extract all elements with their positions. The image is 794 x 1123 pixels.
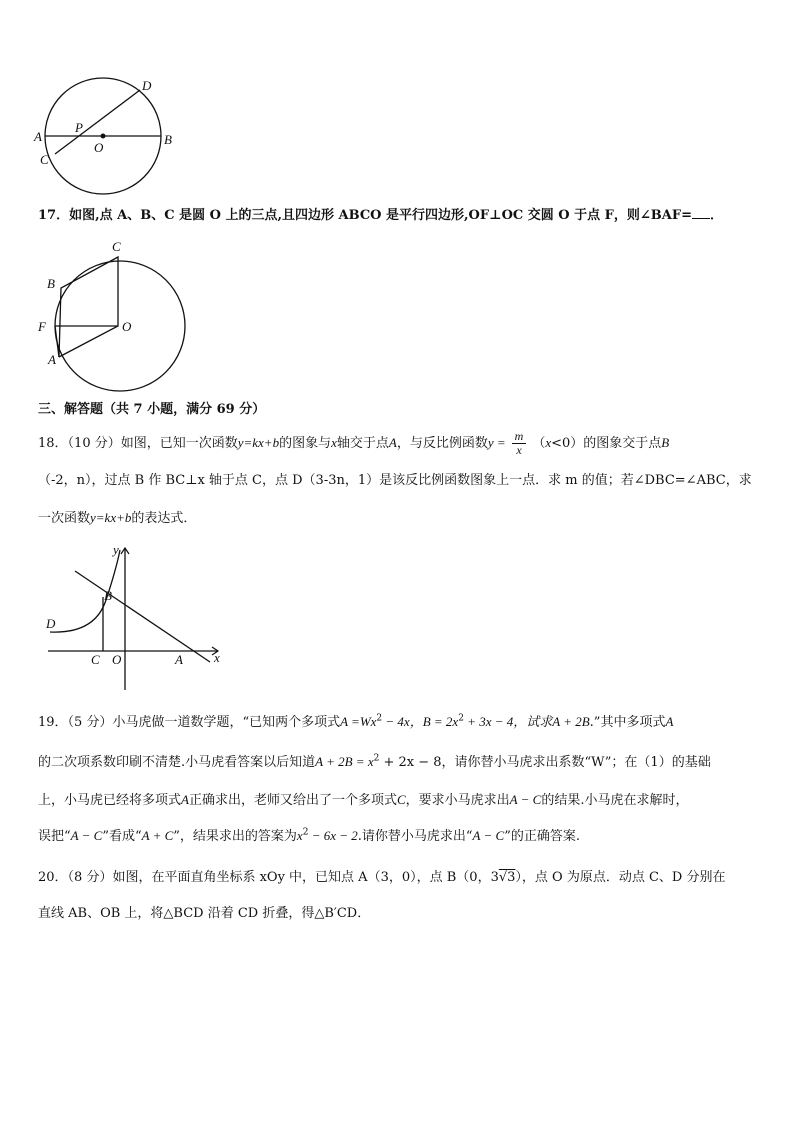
q18-text: 18．（10 分）如图，已知一次函数 xyxy=(38,436,238,451)
label-o: O xyxy=(112,652,122,667)
q19-text: .”其中多项式 xyxy=(589,715,666,730)
q19-text: 的结果.小马虎在求解时， xyxy=(541,793,689,808)
q19-math: C xyxy=(396,792,406,807)
q18-var: x xyxy=(545,435,552,450)
q19-math: A =Wx xyxy=(340,714,377,729)
q18-text: <0）的图象交于点 xyxy=(551,436,662,451)
q19-text: ”，结果求出的答案为 xyxy=(173,829,297,844)
sqrt-3: √3 xyxy=(498,870,516,885)
label-d: D xyxy=(46,616,56,631)
q19-exponent: 2 xyxy=(376,713,383,724)
q17-answer-blank xyxy=(692,206,710,219)
center-point xyxy=(101,134,106,139)
q18-text: ，与反比例函数 xyxy=(396,436,488,451)
q19-text: 的二次项系数印刷不清楚.小马虎看答案以后知道 xyxy=(38,755,316,770)
q19-text: 误把“ xyxy=(38,829,71,844)
label-a: A xyxy=(34,129,42,144)
fraction-numerator: m xyxy=(512,430,527,444)
q19-text: ”看成“ xyxy=(102,829,142,844)
q19-math: − 4x， xyxy=(382,714,423,729)
parallelogram-abco xyxy=(59,257,118,357)
question-19-line-2 xyxy=(38,753,711,772)
q19-text: 正确求出，老师又给出了一个多项式 xyxy=(188,793,397,808)
q19-exponent: 2 xyxy=(373,753,380,764)
label-o: O xyxy=(94,140,104,155)
q19-math: A + 2B xyxy=(552,714,590,729)
q18-text: 的表达式． xyxy=(131,511,197,526)
figure-16-circle xyxy=(30,72,180,202)
q19-math: A xyxy=(665,714,674,729)
q19-math: + 3x − 4，试求 xyxy=(463,714,553,729)
q19-math: B = 2x xyxy=(422,714,459,729)
q19-text: 19．（5 分）小马虎做一道数学题，“已知两个多项式 xyxy=(38,715,341,730)
question-20-line-2: 直线 AB、OB 上，将△BCD 沿着 CD 折叠，得△B′CD． xyxy=(38,906,371,921)
label-d: D xyxy=(142,78,152,93)
label-b: B xyxy=(104,588,112,603)
q19-text: .请你替小马虎求出“ xyxy=(357,829,473,844)
q19-math: A − C xyxy=(509,792,542,807)
question-19-line-4 xyxy=(38,827,580,846)
label-o: O xyxy=(122,319,132,334)
label-b: B xyxy=(47,276,55,291)
label-c: C xyxy=(112,239,121,254)
label-c: C xyxy=(40,152,49,167)
question-17 xyxy=(38,206,723,225)
q18-linear-func: y=kx+b xyxy=(237,435,280,450)
question-19-line-3 xyxy=(38,791,688,810)
q19-math: x xyxy=(296,828,303,843)
q18-point: A xyxy=(388,435,397,450)
q19-math: A xyxy=(181,792,189,807)
question-19-line-1 xyxy=(38,713,673,732)
q19-exponent: 2 xyxy=(302,827,309,838)
q19-math: A + C xyxy=(141,828,174,843)
q18-y-eq: y = xyxy=(487,435,506,450)
section-heading: 三、解答题（共 7 小题，满分 69 分） xyxy=(38,402,266,417)
question-20-line-1 xyxy=(38,869,725,887)
q18-text: 的图象与 xyxy=(279,436,332,451)
q18-linear-func: y=kx+b xyxy=(90,510,132,525)
q17-text: 17．如图,点 A、B、C 是圆 O 上的三点,且四边形 ABCO 是平行四边形,OF⊥OC 交圆 O 于点 F，则∠BAF= xyxy=(38,208,693,223)
line-ab xyxy=(75,571,210,662)
q20-text: 20．（8 分）如图，在平面直角坐标系 xOy 中，已知点 A（3，0），点 B（0，3 xyxy=(38,870,499,885)
q18-var: x xyxy=(331,435,337,450)
label-p: P xyxy=(75,120,83,135)
label-b: B xyxy=(164,132,172,147)
label-y: y xyxy=(113,542,119,557)
q19-text: ，要求小马虎求出 xyxy=(405,793,510,808)
q18-text: 轴交于点 xyxy=(336,436,389,451)
q19-math: A − C xyxy=(472,828,505,843)
q19-text: 上，小马虎已经将多项式 xyxy=(38,793,182,808)
fraction-m-over-x xyxy=(512,430,527,457)
fraction-denominator: x xyxy=(516,443,522,457)
label-f: F xyxy=(38,319,46,334)
label-a: A xyxy=(175,652,183,667)
label-c: C xyxy=(91,652,100,667)
q18-text: （ xyxy=(532,436,546,451)
q20-text: ），点 O 为原点．动点 C、D 分别在 xyxy=(515,870,726,885)
question-18-line-2: （-2，n），过点 B 作 BC⊥x 轴于点 C，点 D（3-3n，1）是该反比例函数图象上一点．求 m 的值；若∠DBC=∠ABC，求 xyxy=(38,473,752,488)
q17-tail: ． xyxy=(710,208,724,223)
figure-17-circle xyxy=(30,236,190,394)
q18-point: B xyxy=(661,435,670,450)
question-18-line-1 xyxy=(38,430,669,457)
q19-exponent: 2 xyxy=(458,713,464,724)
q19-text: ”的正确答案. xyxy=(504,829,580,844)
label-x: x xyxy=(214,650,220,665)
q19-math: A + 2B = x xyxy=(315,754,374,769)
q20-radicand: 3 xyxy=(507,870,516,885)
q19-math: − 6x − 2 xyxy=(308,828,358,843)
q18-text: 一次函数 xyxy=(38,511,91,526)
q19-math: A − C xyxy=(70,828,103,843)
figure-18-graph xyxy=(40,540,230,695)
label-a: A xyxy=(48,352,56,367)
question-18-line-3 xyxy=(38,509,196,528)
q19-text: + 2x − 8，请你替小马虎求出系数“W”；在（1）的基础 xyxy=(379,755,711,770)
